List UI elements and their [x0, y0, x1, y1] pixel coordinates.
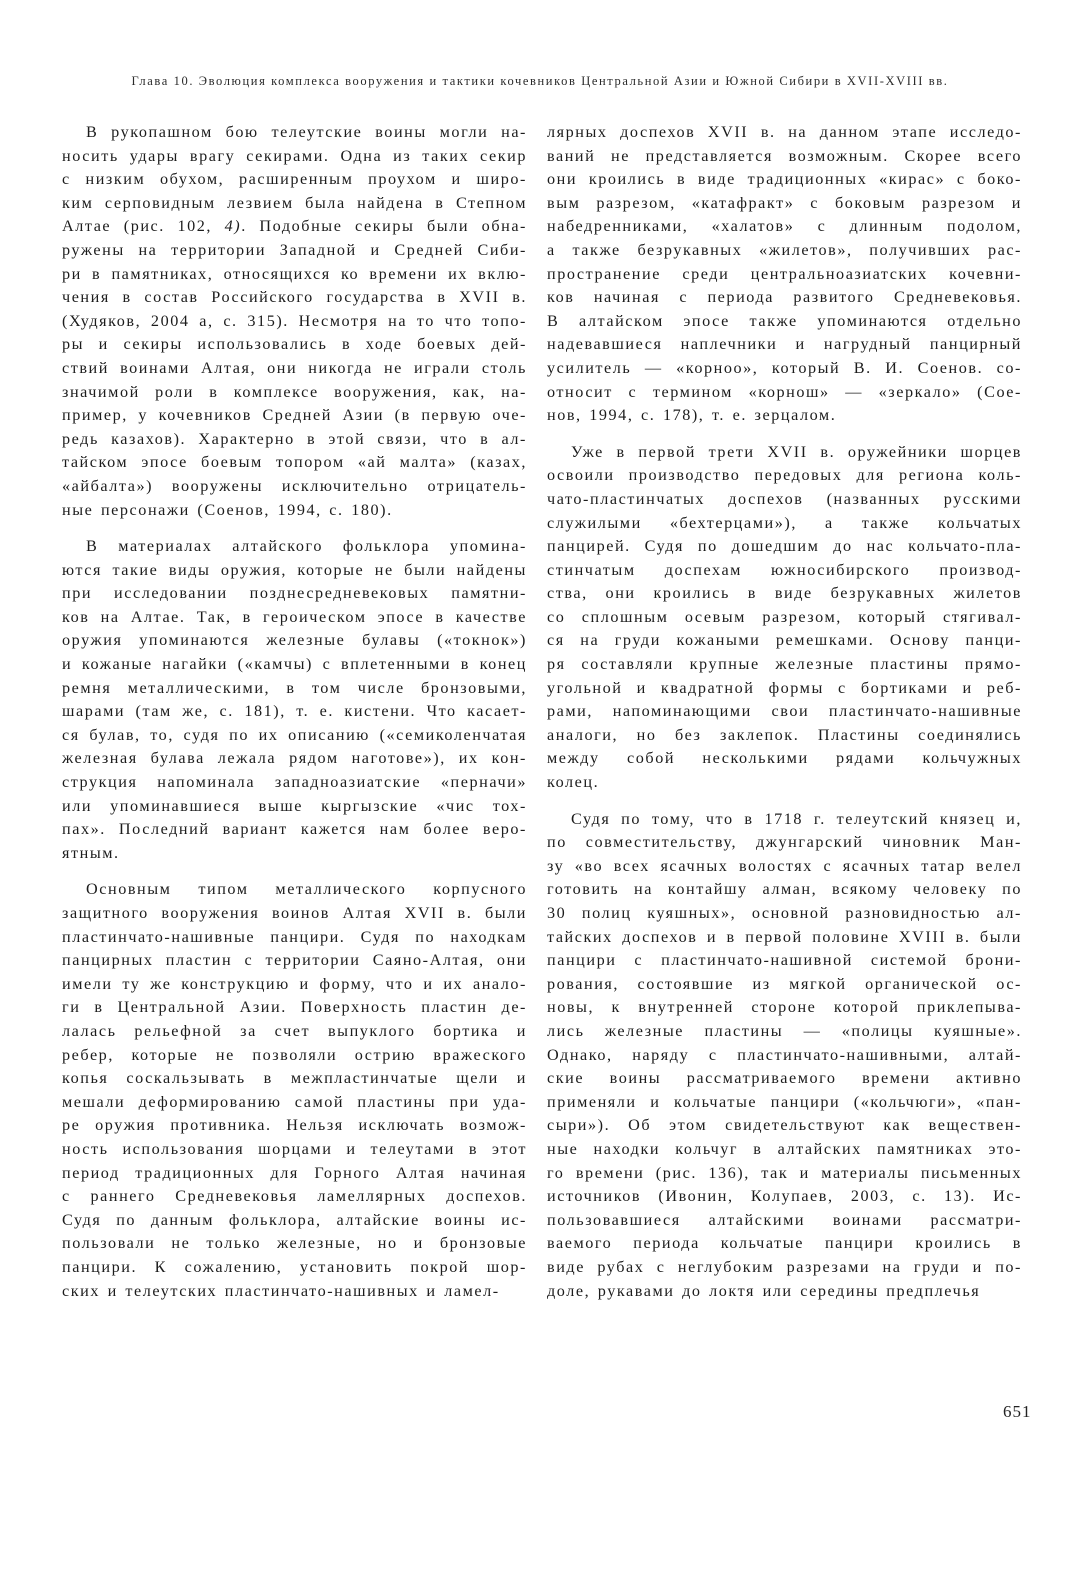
text-line: пластинчато-нашивные панцири. Судя по находкам: [62, 927, 527, 946]
text-line: период традиционных для Горного Алтая начиная: [62, 1163, 527, 1182]
text-line: значимой роли в комплексе вооружения, как, на-: [62, 382, 527, 401]
text-line: пространение среди центральноазиатских кочевни-: [547, 264, 1022, 283]
text-line: ятным.: [62, 843, 120, 862]
text-line: железная булава лежала рядом наготове»), их кон-: [62, 749, 527, 768]
text-line: имели ту же конструкцию и форму, что и их анало-: [62, 974, 527, 993]
text-line: усилитель — «корноо», который В. И. Соенов. со-: [547, 358, 1022, 377]
text-line: шарами (там же, с. 181), т. е. кистени. Что касает-: [62, 702, 527, 721]
text-line: источников (Ивонин, Колупаев, 2003, с. 13). Ис-: [547, 1187, 1022, 1206]
paragraph: [62, 121, 527, 522]
text-line: или упоминавшиеся выше кыргызские «чис тох-: [62, 796, 527, 815]
text-line: Судя по тому, что в 1718 г. телеутский князец и,: [571, 809, 1022, 828]
text-line: панцирных пластин с территории Саяно-Алтая, они: [62, 951, 527, 970]
text-line: ры и секиры использовались в ходе боевых дей-: [62, 335, 527, 354]
text-line: ные находки кольчуг в алтайских памятниках это-: [547, 1139, 1022, 1158]
text-line: «айбалта») вооружены исключительно отрицатель-: [62, 476, 527, 495]
text-line: В алтайском эпосе также упоминаются отдельно: [547, 311, 1022, 330]
paragraph: [547, 121, 1022, 428]
text-line: аналоги, но без заклепок. Пластины соединялись: [547, 725, 1022, 744]
text-line: Алтае (рис. 102, 4). Подобные секиры были обна-: [62, 217, 527, 236]
text-line: между собой несколькими рядами кольчужных: [547, 749, 1022, 768]
text-line: со сплошным осевым разрезом, который стягивал-: [547, 607, 1022, 626]
text-line: рования, состоявшие из мягкой органической ос-: [547, 974, 1022, 993]
running-head: Глава 10. Эволюция комплекса вооружения и тактики кочевников Центральной Азии и Южной Сибири в XVII-XVIII вв.: [131, 74, 949, 88]
text-line: с раннего Средневековья ламеллярных доспехов.: [62, 1187, 527, 1206]
paragraph: [547, 441, 1022, 795]
text-line: струкция напоминала западноазиатские «перначи»: [62, 773, 527, 792]
text-line: лалась рельефной за счет выпуклого бортика и: [62, 1021, 527, 1040]
paragraph: [62, 878, 527, 1303]
text-line: панцири. К сожалению, установить покрой шор-: [62, 1257, 527, 1276]
text-line: нов, 1994, с. 178), т. е. зерцалом.: [547, 406, 837, 425]
text-line: ваний не представляется возможным. Скорее всего: [547, 146, 1022, 165]
text-line: пах». Последний вариант кажется нам более веро-: [62, 820, 527, 839]
text-line: ются такие виды оружия, которые не были найдены: [62, 560, 527, 579]
text-line: стинчатым доспехам южносибирского производ-: [547, 560, 1022, 579]
text-line: ствий воинами Алтая, они никогда не играли столь: [62, 358, 527, 377]
paragraph: [547, 808, 1022, 1303]
text-line: ских и телеутских пластинчато-нашивных и ламел-: [62, 1281, 500, 1300]
text-line: го времени (рис. 136), так и материалы письменных: [547, 1163, 1022, 1182]
text-line: носить удары врагу секирами. Одна из таких секир: [62, 146, 527, 165]
text-line: защитного вооружения воинов Алтая XVII в. были: [62, 904, 527, 922]
text-line: надевавшиеся наплечники и нагрудный панцирный: [547, 335, 1022, 354]
text-line: Уже в первой трети XVII в. оружейники шорцев: [571, 442, 1022, 461]
text-line: ким серповидным лезвием была найдена в Степном: [62, 193, 527, 212]
text-line: мешали деформированию самой пластины при уда-: [62, 1092, 527, 1111]
page-number: 651: [1003, 1402, 1032, 1421]
text-line: готовить на контайшу алман, всякому человеку по: [547, 880, 1022, 899]
text-line: тайских доспехов и в первой половине XVIII в. были: [547, 927, 1022, 946]
text-line: оружия упоминаются железные булавы («токнок»): [62, 631, 527, 650]
text-line: панцири с пластинчато-нашивной системой брони-: [547, 951, 1022, 970]
text-line: угольной и квадратной формы с бортиками и реб-: [547, 678, 1022, 697]
text-line: набедренниками, «халатов» с длинным подолом,: [547, 217, 1022, 236]
text-line: (Худяков, 2004 а, с. 315). Несмотря на то что топо-: [62, 311, 527, 330]
text-line: пользовавшиеся алтайскими воинами рассматри-: [547, 1210, 1022, 1229]
right-column: [547, 121, 1022, 1303]
text-line: чато-пластинчатых доспехов (названных русскими: [547, 489, 1022, 508]
text-line: В материалах алтайского фольклора упомина-: [86, 537, 527, 556]
text-line: ря составляли крупные железные пластины прямо-: [547, 655, 1022, 674]
text-line: ся на груди кожаными ремешками. Основу панци-: [547, 631, 1022, 650]
text-line: ские воины рассматриваемого времени активно: [547, 1069, 1022, 1088]
text-line: лярных доспехов XVII в. на данном этапе исследо-: [547, 123, 1022, 141]
text-line: колец.: [547, 773, 600, 792]
text-line: служилыми «бехтерцами»), а также кольчатых: [547, 513, 1022, 532]
text-line: и кожаные нагайки («камчы) с вплетенными в конец: [62, 655, 527, 674]
text-line: ре оружия противника. Нельзя исключать возмож-: [62, 1116, 527, 1135]
text-line: ремня металлическими, в том числе бронзовыми,: [62, 678, 527, 697]
text-line: по совместительству, джунгарский чиновник Ман-: [547, 833, 1022, 852]
text-line: ся булав, то, судя по их описанию («семиколенчатая: [62, 725, 527, 744]
text-line: вым разрезом, «катафракт» с боковым разрезом и: [547, 193, 1022, 212]
text-line: ков на Алтае. Так, в героическом эпосе в качестве: [62, 607, 527, 626]
text-line: тайском эпосе боевым топором «ай малта» (казах,: [62, 453, 527, 472]
text-line: Основным типом металлического корпусного: [86, 880, 527, 899]
text-line: новы, к внутренней стороне которой приклепыва-: [547, 998, 1022, 1017]
text-line: копья соскальзывать в межпластинчатые щели и: [62, 1069, 527, 1088]
text-line: при исследовании позднесредневековых памятни-: [62, 584, 527, 603]
text-line: зу «во всех ясачных волостях с ясачных татар велел: [547, 856, 1022, 875]
text-line: ги в Центральной Азии. Поверхность пластин де-: [62, 998, 527, 1017]
text-line: виде рубах с неглубоким разрезами на груди и по-: [547, 1257, 1022, 1276]
text-line: чения в состав Российского государства в XVII в.: [62, 288, 527, 307]
text-line: ства, они кроились в виде безрукавных жилетов: [547, 584, 1022, 603]
text-line: они кроились в виде традиционных «кирас» с боко-: [547, 170, 1022, 189]
left-column: [62, 121, 527, 1303]
text-line: ков начиная с периода развитого Средневековья.: [547, 288, 1022, 307]
text-line: с низким обухом, расширенным проухом и широ-: [62, 170, 527, 189]
text-line: ность использования шорцами и телеутами в этот: [62, 1139, 527, 1158]
text-line: ребер, которые не позволяли острию вражеского: [62, 1045, 527, 1064]
text-line: пример, у кочевников Средней Азии (в первую оче-: [62, 406, 527, 425]
text-line: рами, напоминающими свои пластинчато-нашивные: [547, 702, 1022, 721]
text-line: применяли и кольчатые панцири («кольчюги», «пан-: [547, 1092, 1022, 1111]
text-line: сыри»). Об этом свидетельствуют как веществен-: [547, 1116, 1022, 1135]
paragraph: [62, 535, 527, 865]
figure-reference: 4): [224, 217, 242, 236]
text-line: Однако, наряду с пластинчато-нашивными, алтай-: [547, 1045, 1022, 1064]
text-line: лись железные пластины — «полицы куяшные».: [547, 1021, 1022, 1040]
text-line: редь казахов). Характерно в этой связи, что в ал-: [62, 429, 527, 448]
text-line: освоили производство передовых для региона коль-: [547, 466, 1022, 485]
text-line: а также безрукавных «жилетов», получивших рас-: [547, 240, 1022, 259]
text-line: ваемого периода кольчатые панцири кроились в: [547, 1234, 1022, 1253]
text-line: панцирей. Судя по дошедшим до нас кольчато-пла-: [547, 537, 1022, 556]
text-line: ружены на территории Западной и Средней Сиби-: [62, 240, 527, 259]
text-line: доле, рукавами до локтя или середины предплечья: [547, 1281, 981, 1300]
text-line: пользовали не только железные, но и бронзовые: [62, 1234, 527, 1253]
text-line: ри в памятниках, относящихся ко времени их вклю-: [62, 264, 527, 283]
text-line: относит с термином «корнош» — «зеркало» (Сое-: [547, 382, 1022, 401]
text-line: 30 полиц куяшных», основной разновидностью ал-: [547, 904, 1022, 922]
text-line: В рукопашном бою телеутские воины могли на-: [86, 123, 527, 141]
text-line: ные персонажи (Соенов, 1994, с. 180).: [62, 500, 393, 519]
text-line: Судя по данным фольклора, алтайские воины ис-: [62, 1210, 527, 1229]
